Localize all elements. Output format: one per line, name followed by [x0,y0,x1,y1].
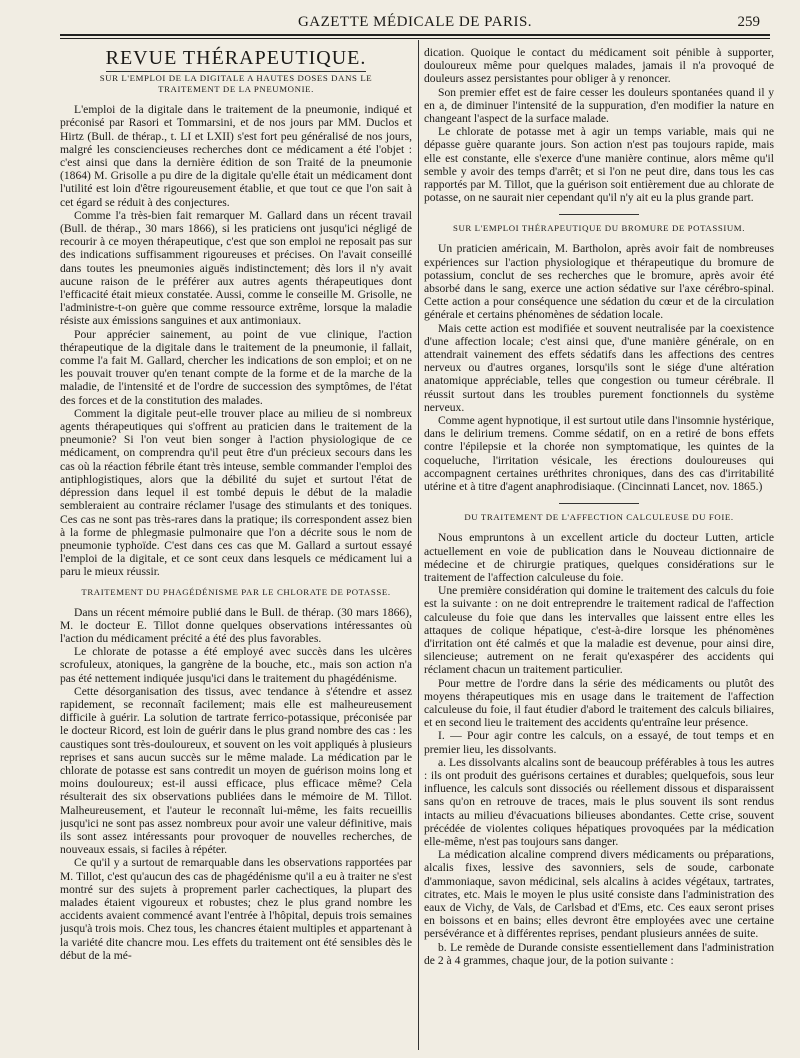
paragraph: Pour apprécier sainement, au point de vue clinique, l'action thérapeutique de la digitale dans le traitement de la pneumonie, il fallait, comme l'a fait M. Gallard, chercher les indications de son emploi; et on ne les pouvait trouver qu'en tenant compte de la forme et de la marche de la maladie, de l'intensité et de l'ordre de succession des symptômes, de l'état des forces et de la constitution des malades. [60,327,412,407]
paragraph: Cette désorganisation des tissus, avec tendance à s'étendre et assez rapidement, se reconnaît facilement; mais elle est malheureusement difficile à guérir. La solution de tartrate ferrico-potassique, préconisée par le docteur Ricord, est loin de guérir dans le plus grand nombre des cas : les caustiques sont très-douloureux, et souvent on les voit appliqués à plusieurs reprises et sans aucun succès sur le même malade. La médication par le chlorate de potasse est sans contredit un moyen de guérison moins long et moins douloureux; est-il aussi efficace, plus efficace même? Cela résulterait des six observations publiées dans le mémoire de M. Tillot. Malheureusement, et l'auteur le reconnaît lui-même, les faits recueillis jusqu'ici ne sont pas assez nombreux pour avoir une valeur définitive, mais ils sont assez intéressants pour provoquer de nouvelles recherches, de nouveaux essais, si faciles à répéter. [60,684,412,857]
page-number: 259 [737,14,760,30]
running-title: GAZETTE MÉDICALE DE PARIS. [297,14,533,30]
article-title-foie: DU TRAITEMENT DE L'AFFECTION CALCULEUSE DU FOIE. [464,512,734,523]
paragraph: Un praticien américain, M. Bartholon, après avoir fait de nombreuses expériences sur l'action physiologique et thérapeutique du bromure de potassium, conclut de ses recherches que le bromure, après avoir été absorbé dans le sang, exerce une action sédative sur l'axe cérébro-spinal. Cette action a pour conséquence une sédation du cœur et de la circulation générale et certains phénomènes de sédation locale. [424,242,774,322]
paragraph: L'emploi de la digitale dans le traitement de la pneumonie, indiqué et préconisé par Rasori et Tommarsini, et de nos jours par MM. Duclos et Hirtz (Bull. de thérap., t. LI et LXII) s'est fort peu généralisé de nos jours, malgré les consciencieuses recherches dont ce médicament a été l'objet : c'est ainsi que dans la dernière édition de son Traité de la pneumonie (1864) M. Grisolle a pu dire de la digitale qu'elle était un médicament dont l'utilité est loin d'être rigoureusement établie, et que tout ce que l'on sait à cet égard se réduit à des conjectures. [60,103,412,209]
paragraph: dication. Quoique le contact du médicament soit pénible à supporter, douloureux même pour quelques malades, jamais il n'a provoqué de douleurs assez persistantes pour obliger à y renoncer. [424,46,774,86]
paragraph: b. Le remède de Durande consiste essentiellement dans l'administration de 2 à 4 grammes, chaque jour, de la potion suivante : [424,940,774,967]
paragraph: La médication alcaline comprend divers médicaments ou préparations, alcalis fixes, lessive des savonniers, sels de soude, carbonate d'ammoniaque, savon médicinal, sels alcalins à acides végétaux, tartrates, citrates, etc. Mais le moyen le plus usité consiste dans l'administration des eaux de Vichy, de Vals, de Carlsbad et d'Ems, etc. Ces eaux seront prises en boissons et en bains; elles devront être employées avec une certaine persévérance et à différentes reprises, pendant plusieurs années de suite. [424,848,774,941]
paragraph: a. Les dissolvants alcalins sont de beaucoup préférables à tous les autres : ils ont produit des guérisons certaines et durables; quelquefois, sous leur influence, les calculs sont dissociés ou réellement dissous et disparaissent sans qu'on en retrouve de traces, mais le plus souvent ils sont rendus intacts au milieu d'évacuations bilieuses abondantes. Cette crise, souvent précédée de violentes coliques hépatiques provoquées par la médication elle-même, n'est pas toujours sans danger. [424,755,774,848]
paragraph: Une première considération qui domine le traitement des calculs du foie est la suivante : on ne doit entreprendre le traitement radical de l'affection calculeuse du foie que dans les intervalles que laissent entre elles les attaques de colique hépatique, c'est-à-dire lorsque les phénomènes d'irritation ont été calmés et que la maladie est devenue, pour ainsi dire, silencieuse; autrement on ne ferait qu'exaspérer des accidents qui réclament chacun un traitement particulier. [424,584,774,677]
paragraph: Ce qu'il y a surtout de remarquable dans les observations rapportées par M. Tillot, c'est qu'aucun des cas de phagédénisme qu'il a eu à traiter ne s'est montré sur des sujets à proprement parler cachectiques, la plupart des malades étaient vigoureux et robustes; chez le plus grand nombre les accidents avaient commencé avant l'entrée à l'hôpital, depuis trois semaines jusqu'à trois mois. Chez tous, les chancres étaient multiples et appartenant à la variété dite chancre mou. Les effets du traitement ont été sensibles dès le début de la mé- [60,856,412,962]
header-rule-thin [60,38,770,39]
paragraph: Son premier effet est de faire cesser les douleurs spontanées quand il y en a, de diminuer l'intensité de la suppuration, d'en modifier la nature en changeant l'aspect de la surface malade. [424,85,774,126]
left-column [60,46,412,1052]
paragraph: Comme l'a très-bien fait remarquer M. Gallard dans un récent travail (Bull. de thérap., 30 mars 1866), si les praticiens ont jusqu'ici négligé de recourir à ce moyen thérapeutique, c'est que son emploi ne reposait pas sur des indications suffisamment rigoureuses et précises. On l'avait conseillé dans toutes les pneumonies aiguës indistinctement; dès lors il n'y avait aucune raison de le préférer aux autres agents thérapeutiques dont l'efficacité était mieux constatée. Aussi, comme le conseille M. Grisolle, ne l'administre-t-on guère que comme ressource extrême, lorsque la maladie résiste aux émissions sanguines et aux antimoniaux. [60,208,412,328]
paragraph: Mais cette action est modifiée et souvent neutralisée par la coexistence d'une affection locale; c'est ainsi que, d'une manière générale, on en attendrait vainement des effets sédatifs dans les affections des centres nerveux ou d'autres organes, lorsqu'ils sont le siége d'une altération anatomique appréciable, telles que congestion ou tumeur cérébrale. Il réussit surtout dans les troubles purement fonctionnels du système nerveux. [424,321,774,414]
paragraph: I. — Pour agir contre les calculs, on a essayé, de tout temps et en premier lieu, les dissolvants. [424,729,774,756]
paragraph: Le chlorate de potasse a été employé avec succès dans les ulcères scrofuleux, atoniques, la gangrène de la bouche, etc., mais son action n'a pas été nettement indiquée jusqu'ici dans le traitement du phagédénisme. [60,645,412,685]
section-title: REVUE THÉRAPEUTIQUE. [60,52,412,65]
paragraph: Dans un récent mémoire publié dans le Bull. de thérap. (30 mars 1866), M. le docteur E. Tillot donne quelques observations intéressantes où l'action du médicament précité a été des plus favorables. [60,605,412,645]
paragraph: Nous empruntons à un excellent article du docteur Lutten, article actuellement en voie de publication dans le Nouveau dictionnaire de médecine et de chirurgie pratiques, quelques considérations sur le traitement de l'affection calculeuse du foie. [424,531,774,584]
column-divider [418,40,419,1050]
paragraph: Pour mettre de l'ordre dans la série des médicaments ou plutôt des moyens thérapeutiques mis en usage dans le traitement de l'affection calculeuse du foie, il faut étudier d'abord le traitement des calculs biliaires, et en second lieu le traitement des accidents qu'entraîne leur présence. [424,676,774,730]
paragraph: Comme agent hypnotique, il est surtout utile dans l'insomnie hystérique, dans le delirium tremens. Comme sédatif, on en a retiré de bons effets contre l'épilepsie et la chorée non symptomatique, les quintes de la coqueluche, l'irritation vésicale, les érections douloureuses qui accompagnent certaines uréthrites chroniques, dans des cas d'irritabilité utérine et à titre d'agent anaphrodisiaque. (Cincinnati Lancet, nov. 1865.) [424,414,774,494]
running-header [60,10,770,36]
article-title-bromure: SUR L'EMPLOI THÉRAPEUTIQUE DU BROMURE DE POTASSIUM. [452,223,746,234]
article-separator [559,503,639,504]
paragraph: Le chlorate de potasse met à agir un temps variable, mais qui ne dépasse guère quarante jours. Son action n'est pas toujours rapide, mais elle est constante, elle s'exerce d'une manière continue, alors même qu'il semble y avoir des temps d'arrêt; et si l'on ne peut dire, dans tous les cas rapportés par M. Tillot, que la guérison soit entièrement due au chlorate de potasse, on ne saurait nier cependant qu'il n'y ait eu la plus grande part. [424,125,774,205]
paragraph: Comment la digitale peut-elle trouver place au milieu de si nombreux agents thérapeutiques qui s'offrent au praticien dans le traitement de la pneumonie? Si l'on veut bien songer à l'action physiologique de ce médicament, on comprendra qu'il peut être d'un précieux secours dans les cas où la réaction fébrile étant très inteuse, semble commander l'emploi des antiphlogistiques, alors que la débilité du sujet et surtout l'état de dépression dans lequel il est tombé depuis le début de la maladie sembleraient au contraire réclamer l'usage des stimulants et des toniques. Ces cas ne sont pas très-rares dans la pratique; ils correspondent assez bien à la forme de phlegmasie pulmonaire que l'on a décrite sous le nom de pneumonie typhoïde. C'est dans ces cas que M. Gallard a surtout essayé l'emploi de la digitale, et ce sont ceux dans lesquels ce médicament lui a paru le mieux réussir. [60,406,412,579]
article-title-digitale: SUR L'EMPLOI DE LA DIGITALE A HAUTES DOSES DANS LE TRAITEMENT DE LA PNEUMONIE. [99,73,373,95]
right-column [424,46,774,1052]
header-rule-thick [60,34,770,36]
article-separator [559,214,639,215]
article-title-phagedenisme: TRAITEMENT DU PHAGÉDÉNISME PAR LE CHLORATE DE POTASSE. [81,586,391,597]
